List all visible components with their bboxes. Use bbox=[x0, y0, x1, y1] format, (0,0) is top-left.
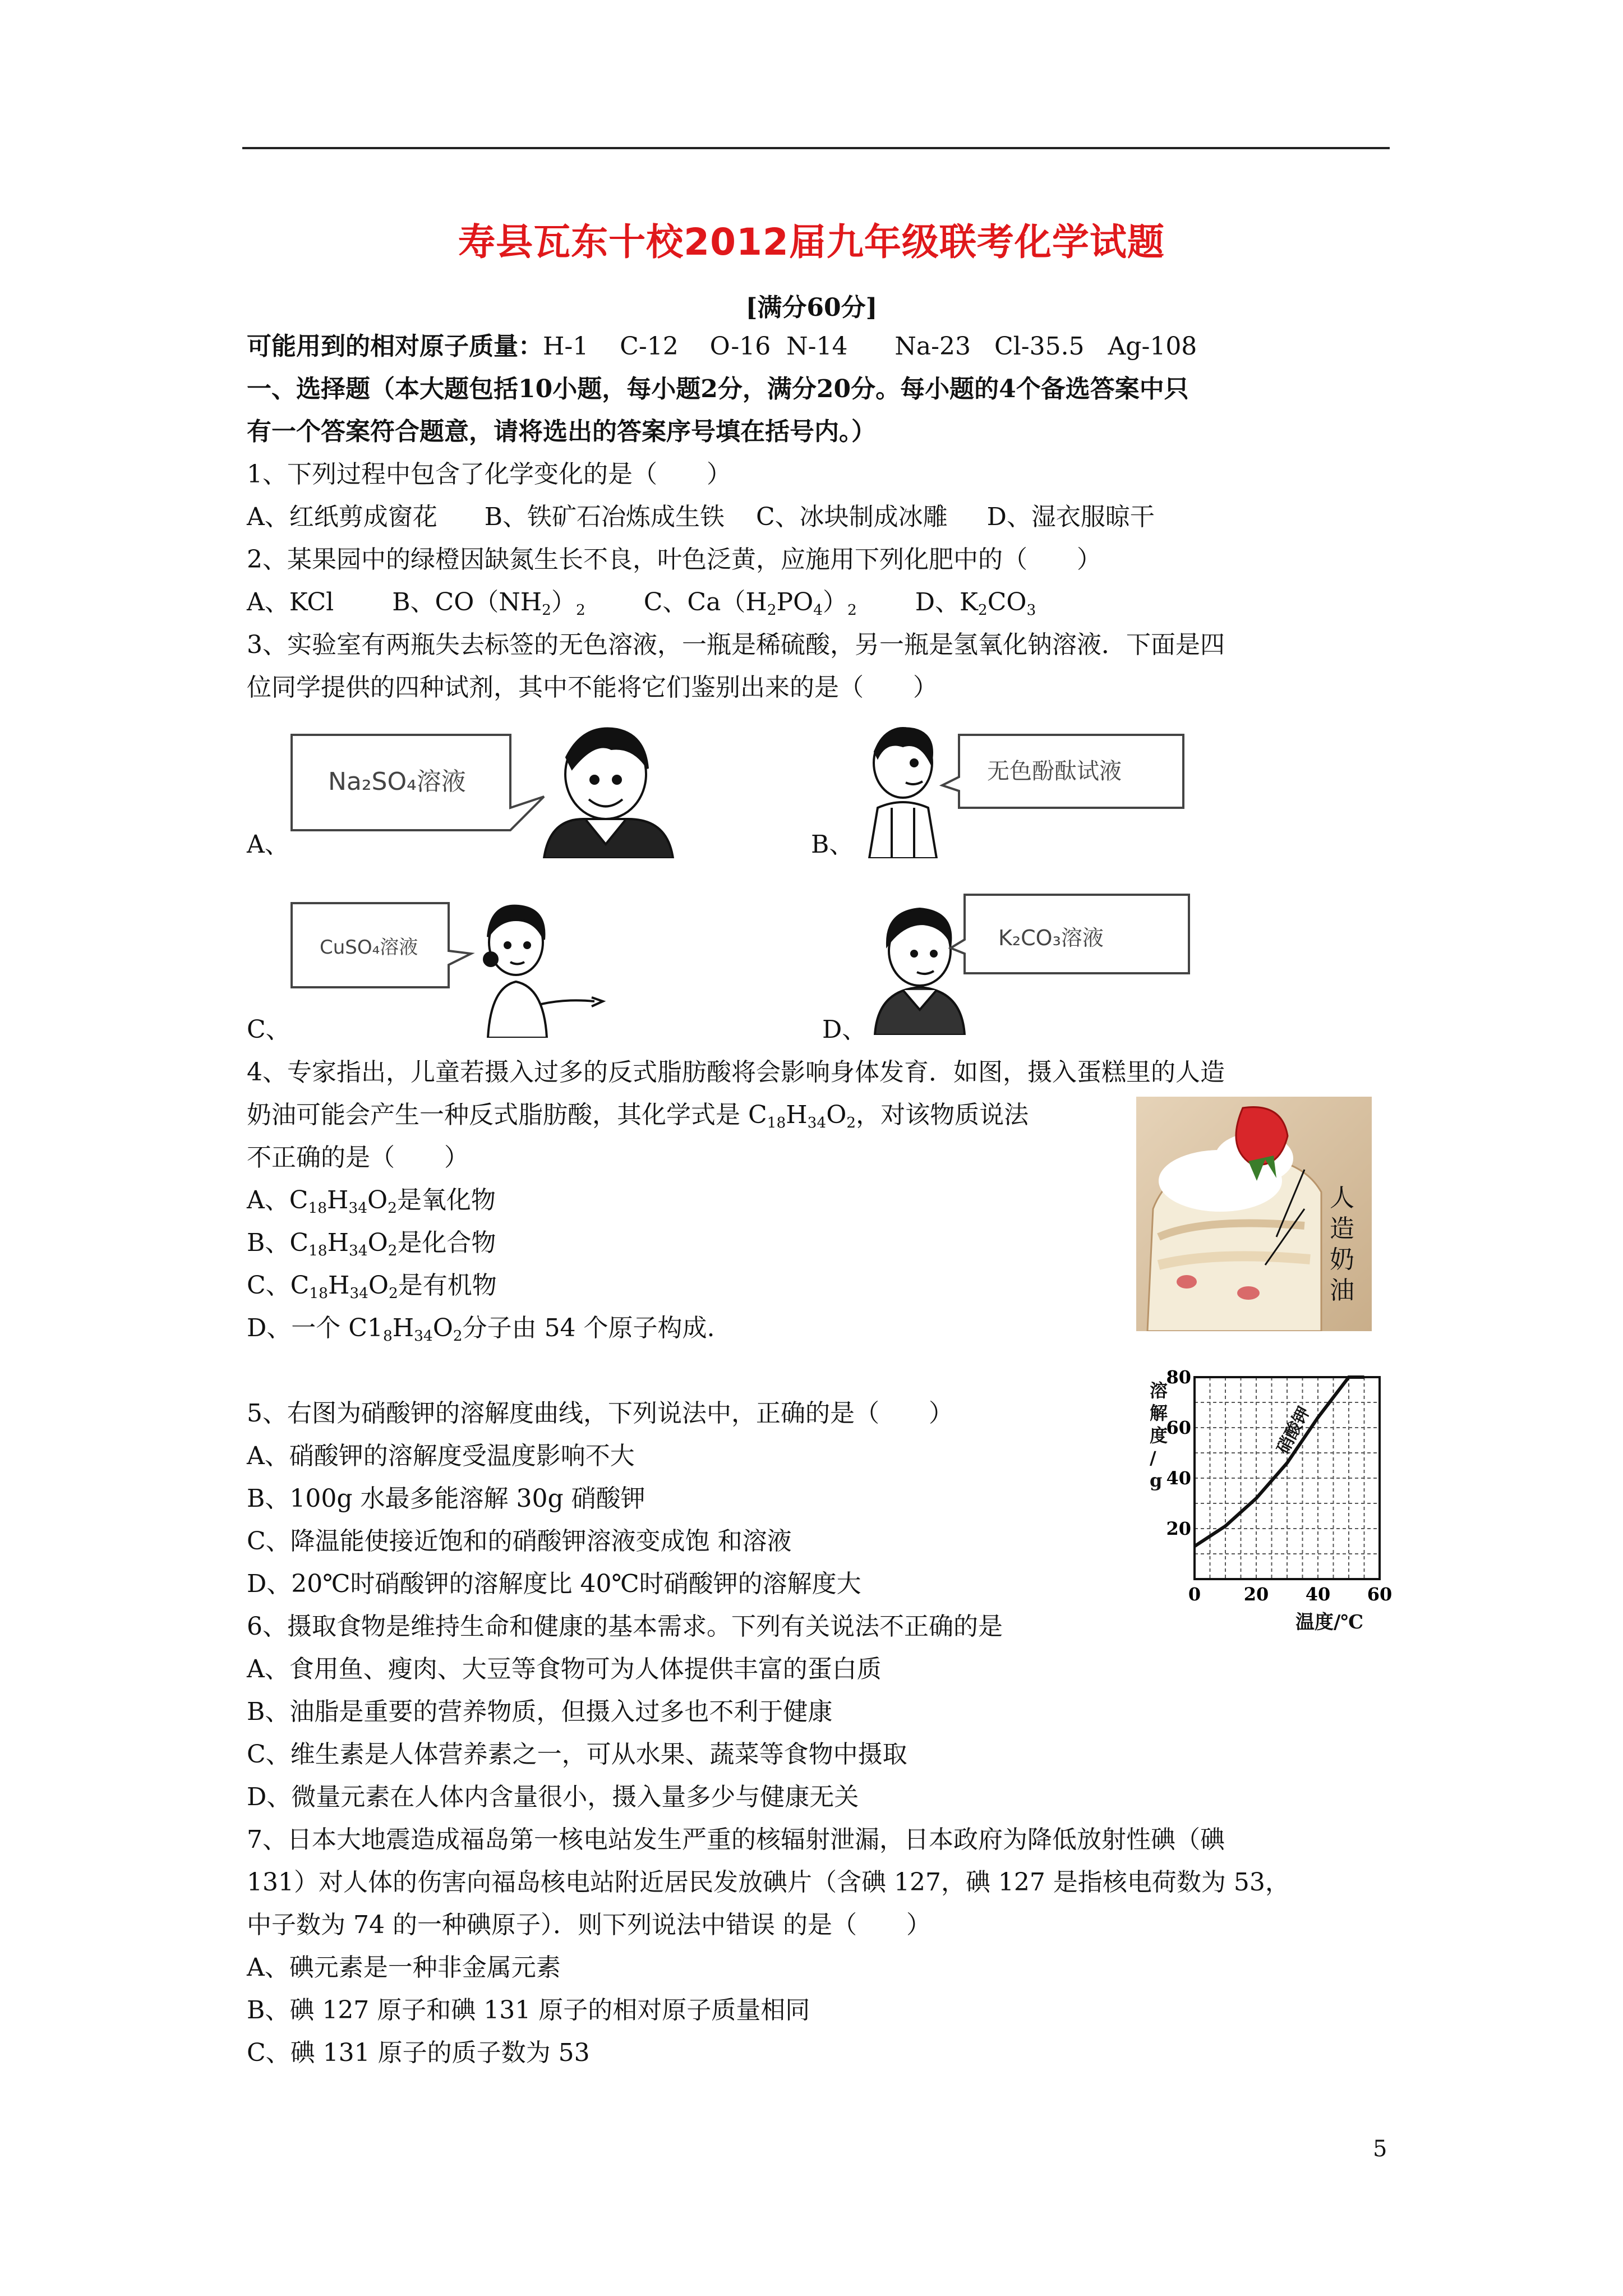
q2-option-a: A、KCl bbox=[247, 588, 334, 616]
q3-stem-2: 位同学提供的四种试剂，其中不能将它们鉴别出来的是（ ） bbox=[247, 673, 938, 702]
q7-stem-3: 中子数为 74 的一种碘原子）．则下列说法中错误 的是（ ） bbox=[247, 1911, 931, 1939]
q4-option-d: D、一个 $C1_8H_{34}O_2$分子由 54 个原子构成. bbox=[247, 1314, 715, 1345]
q7-option-c: C、碘 131 原子的质子数为 53 bbox=[247, 2039, 590, 2067]
exam-title: 寿县瓦东十校2012届九年级联考化学试题 bbox=[458, 220, 1165, 264]
section1-heading-2: 有一个答案符合题意，请将选出的答案序号填在括号内。） bbox=[247, 417, 876, 446]
q4-option-a: A、$C_{18}H_{34}O_2$是氧化物 bbox=[247, 1186, 496, 1217]
q4-option-b: B、$C_{18}H_{34}O_2$是化合物 bbox=[247, 1228, 496, 1259]
q3-label-d: D、 bbox=[822, 1015, 867, 1044]
q3-scene-b bbox=[847, 724, 1195, 858]
q3-bubble-d: K₂CO₃溶液 bbox=[998, 926, 1104, 950]
q5-option-c: C、降温能使接近饱和的硝酸钾溶液变成饱 和溶液 bbox=[247, 1527, 792, 1556]
boy-d-figure bbox=[875, 909, 965, 1035]
q6-option-c: C、维生素是人体营养素之一，可从水果、蔬菜等食物中摄取 bbox=[247, 1740, 907, 1769]
q7-stem-1: 7、日本大地震造成福岛第一核电站发生严重的核辐射泄漏，日本政府为降低放射性碘（碘 bbox=[247, 1825, 1225, 1854]
q3-stem-1: 3、实验室有两瓶失去标签的无色溶液，一瓶是稀硫酸，另一瓶是氢氧化钠溶液．下面是四 bbox=[247, 631, 1225, 659]
q3-bubble-a: Na₂SO₄溶液 bbox=[328, 767, 466, 796]
section1-heading-1: 一、选择题（本大题包括10小题，每小题2分，满分20分。每小题的4个备选答案中只 bbox=[247, 375, 1189, 403]
series-label: 硝酸钾 bbox=[1273, 1403, 1315, 1457]
q3-label-c: C、 bbox=[247, 1015, 291, 1044]
x-tick-label: 20 bbox=[1243, 1584, 1269, 1605]
q5-stem: 5、右图为硝酸钾的溶解度曲线，下列说法中，正确的是（ ） bbox=[247, 1399, 953, 1428]
q3-bubble-b: 无色酚酞试液 bbox=[987, 758, 1122, 784]
q2-option-c: C、$Ca(H_2PO_4)_2$ bbox=[643, 588, 857, 619]
q6-stem: 6、摄取食物是维持生命和健康的基本需求。下列有关说法不正确的是 bbox=[247, 1612, 1003, 1641]
y-axis-label: 溶解度/ g bbox=[1150, 1380, 1168, 1491]
atomic-masses-label: 可能用到的相对原子质量： bbox=[247, 332, 543, 361]
chart-ticks bbox=[1166, 1369, 1392, 1605]
x-tick-label: 40 bbox=[1305, 1584, 1331, 1605]
x-tick-label: 0 bbox=[1188, 1584, 1201, 1605]
cake-label: 人 造 奶 油 bbox=[1330, 1184, 1354, 1305]
girl-c-figure bbox=[484, 906, 603, 1038]
q2-option-b: B、$CO(NH_2)_2$ bbox=[392, 588, 585, 619]
q7-stem-2: 131）对人体的伤害向福岛核电站附近居民发放碘片（含碘 127，碘 127 是指核电荷数为 53， bbox=[247, 1868, 1290, 1897]
boy-b-figure bbox=[869, 728, 937, 858]
q7-option-b: B、碘 127 原子和碘 131 原子的相对原子质量相同 bbox=[247, 1996, 810, 2024]
q2-stem: 2、某果园中的绿橙因缺氮生长不良，叶色泛黄，应施用下列化肥中的（ ） bbox=[247, 545, 1101, 574]
x-tick-label: 60 bbox=[1367, 1584, 1393, 1605]
q3-scene-d bbox=[852, 884, 1200, 1035]
q3-bubble-c: CuSO₄溶液 bbox=[320, 936, 418, 959]
q1-stem: 1、下列过程中包含了化学变化的是（ ） bbox=[247, 460, 731, 489]
chart-grid bbox=[1195, 1377, 1380, 1579]
page-number: 5 bbox=[1373, 2136, 1387, 2162]
q6-option-b: B、油脂是重要的营养物质，但摄入过多也不利于健康 bbox=[247, 1697, 833, 1726]
q3-scene-c bbox=[280, 886, 628, 1038]
q5-option-b: B、100g 水最多能溶解 30g 硝酸钾 bbox=[247, 1484, 645, 1513]
q4-option-c: C、$C_{18}H_{34}O_2$是有机物 bbox=[247, 1271, 497, 1302]
y-tick-label: 80 bbox=[1166, 1369, 1191, 1388]
atomic-masses-line bbox=[247, 331, 1197, 362]
cake-photo bbox=[1136, 1097, 1372, 1331]
q7-option-a: A、碘元素是一种非金属元素 bbox=[247, 1953, 561, 1982]
y-tick-label: 40 bbox=[1166, 1467, 1191, 1489]
q3-scene-a bbox=[280, 724, 684, 858]
q2-options bbox=[247, 587, 1036, 618]
q3-label-b: B、 bbox=[811, 830, 854, 859]
x-axis-label: 温度/℃ bbox=[1295, 1611, 1364, 1634]
q6-option-a: A、食用鱼、瘦肉、大豆等食物可为人体提供丰富的蛋白质 bbox=[247, 1655, 882, 1683]
boy-a-figure bbox=[544, 729, 673, 858]
q3-label-a: A、 bbox=[247, 830, 289, 859]
full-score: [满分60分] bbox=[745, 293, 878, 322]
header-rule bbox=[242, 147, 1390, 149]
q6-option-d: D、微量元素在人体内含量很小，摄入量多少与健康无关 bbox=[247, 1783, 859, 1811]
q4-stem-3: 不正确的是（ ） bbox=[247, 1143, 469, 1172]
solubility-chart bbox=[1133, 1369, 1396, 1649]
q5-option-d: D、20℃时硝酸钾的溶解度比 40℃时硝酸钾的溶解度大 bbox=[247, 1570, 861, 1598]
q4-stem-2: 奶油可能会产生一种反式脂肪酸，其化学式是 $C_{18}H_{34}O_2$，对该物质说法 bbox=[247, 1101, 1029, 1131]
q1-options: A、红纸剪成窗花 B、铁矿石冶炼成生铁 C、冰块制成冰雕 D、湿衣服晾干 bbox=[247, 503, 1155, 531]
atomic-masses: H-1 C-12 O-16 N-14 Na-23 Cl-35.5 Ag-108 bbox=[543, 332, 1197, 361]
q2-option-d: D、$K_2CO_3$ bbox=[915, 588, 1036, 619]
q4-stem-1: 4、专家指出，儿童若摄入过多的反式脂肪酸将会影响身体发育．如图，摄入蛋糕里的人造 bbox=[247, 1058, 1225, 1087]
y-tick-label: 60 bbox=[1166, 1417, 1191, 1438]
y-tick-label: 20 bbox=[1166, 1518, 1191, 1539]
q5-option-a: A、硝酸钾的溶解度受温度影响不大 bbox=[247, 1442, 635, 1470]
